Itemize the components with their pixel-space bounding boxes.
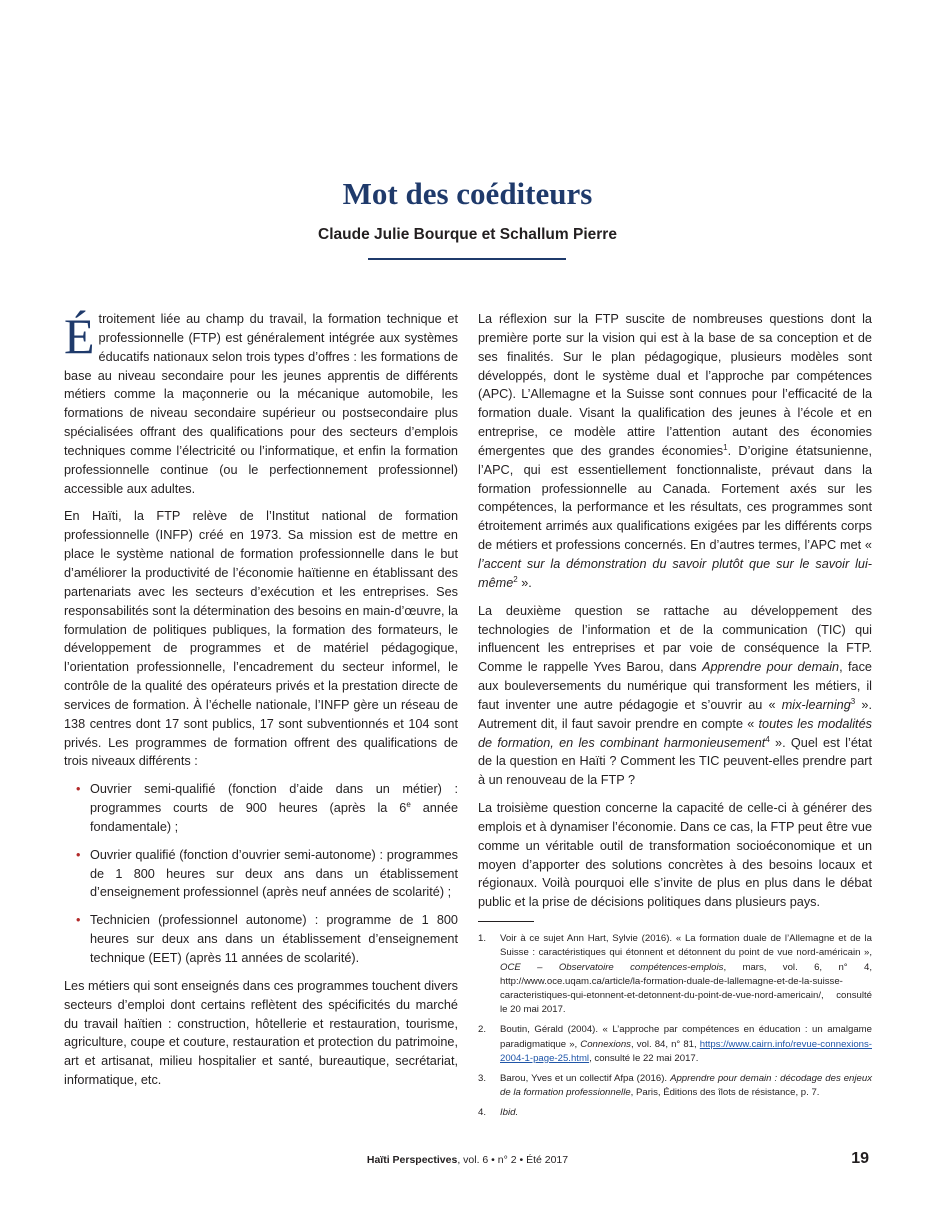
- drop-cap: É: [64, 308, 95, 364]
- term-italic: mix-learning: [781, 697, 851, 712]
- footnote-ref[interactable]: 4: [765, 734, 770, 744]
- book-title-italic: Apprendre pour demain: [702, 660, 840, 675]
- journal-name: Haïti Perspectives: [366, 1154, 458, 1166]
- footnote-divider: [478, 921, 534, 922]
- footnote-ref[interactable]: 3: [850, 696, 856, 706]
- bullet-icon: •: [76, 913, 81, 928]
- left-column: [64, 310, 458, 1099]
- second-question-paragraph: La deuxième question se rattache au développement des technologies de l’information et de la communication (TIC) qui influencent les entreprises et par voie de conséquence la FTP. Comme le rappelle Yves Barou, dans Apprendre pour demain, face aux bouleversements du numérique qui transforment les métiers, il faut inventer une autre pédagogie et s’ouvrir au « mix-learning$^3$ ». Autrement dit, il faut savoir prendre en compte « toutes les modalités de formation, en les combinant harmonieusement$^4$ ». Quel est l’état de la question en Haïti ? Comment les TIC peuvent-elles prendre part à un renouveau de la FTP ?: [478, 603, 872, 788]
- cairn-link[interactable]: https://www.cairn.info/revue-connexions-2004-1-page-25.html: [500, 1038, 872, 1064]
- infp-paragraph: En Haïti, la FTP relève de l’Institut national de formation professionnelle (INFP) créé en 1973. Sa mission est de mettre en place le système national de formation professionnelle dans le but d’améliorer la productivité de l’économie haïtienne en établissant des partenariats avec les secteurs d’exécution et les entreprises. Ses responsabilités sont la détermination des besoins en main-d’œuvre, la formulation de politiques publiques, la formation des formateurs, le développement de programmes et de matériel pédagogique, l’orientation professionnelle, l’encadrement du secteur informel, le contrôle de la qualité des opérateurs privés et la prestation directe de services de formation. À l’échelle nationale, l’INFP gère un réseau de 138 centres dont 17 sont publics, 17 sont subventionnés et 104 sont privés. Les programmes de formation offrent des qualifications de trois niveaux différents :: [64, 509, 458, 769]
- footnotes: [478, 932, 872, 1120]
- title-divider: [368, 258, 566, 260]
- trades-paragraph: Les métiers qui sont enseignés dans ces programmes touchent divers secteurs d’emploi dont certains reflètent des spécificités du marché du travail haïtien : construction, hôtellerie et restauration, tourisme, agriculture, coupe et couture, restauration et protection du patrimoine, art et artisanat, milieu hospitalier et santé, bureautique, secrétariat, informatique, etc.: [64, 978, 458, 1088]
- list-item: • Ouvrier qualifié (fonction d’ouvrier semi-autonome) : programmes de 1 800 heures sur deux ans dans un établissement d’enseignement professionnel (après neuf années de scolarité) ;: [76, 847, 458, 900]
- footnote-ref[interactable]: 2: [513, 574, 518, 584]
- issue-info: , vol. 6 • n° 2 • Été 2017: [457, 1154, 569, 1166]
- bullet-icon: •: [76, 782, 81, 797]
- page-number: 19: [851, 1150, 869, 1167]
- intro-paragraph-text: troitement liée au champ du travail, la formation technique et professionnelle (FTP) est généralement intégrée aux systèmes éducatifs nationaux selon trois types d’offres : les formations de base au niveau secondaire pour les jeunes apprentis de différents métiers comme la maçonnerie ou la mécanique automobile, les formations de niveau secondaire supérieur ou postsecondaire plus spécialisées offrant des qualifications pour des secteurs d’emplois techniques comme l’électricité ou l’informatique, et enfin la formation professionnelle continue (ou le perfectionnement professionnel) accessible aux adultes.: [64, 312, 458, 496]
- right-column: [478, 310, 872, 1127]
- first-question-paragraph: La réflexion sur la FTP suscite de nombreuses questions dont la première porte sur la vision qui est à la base de sa conception et de ses finalités. Sur le plan pédagogique, plusieurs modèles sont développés, dont le système dual et l’approche par compétences (APC). L’Allemagne et la Suisse sont connues pour l’efficacité de la formation duale. Visant la qualification des jeunes à l’école et en entreprise, ce modèle attire l’attention autant des économies émergentes que des grandes économies$^1$. D’origine étatsunienne, l’APC, qui est essentiellement fonctionnaliste, prévaut dans la formation professionnelle au Canada. Fortement axés sur les compétences, la performance et les résultats, ces programmes sont étroitement arrimés aux qualifications exigées par les différents corps de métiers et professions concernés. En d’autres termes, l’APC met « l’accent sur la démonstration du savoir plutôt que sur le savoir lui-même$^2$ ».: [478, 312, 872, 590]
- footnote-ref[interactable]: 1: [723, 442, 728, 452]
- authors-line: Claude Julie Bourque et Schallum Pierre: [318, 226, 617, 243]
- footnote-3: 3. Barou, Yves et un collectif Afpa (2016). Apprendre pour demain : décodage des enjeux de la formation professionnelle, Paris, Éditions des îlots de résistance, p. 7.: [478, 1072, 872, 1099]
- list-item: • Technicien (professionnel autonome) : programme de 1 800 heures sur deux ans dans un établissement d’enseignement technique (EET) (après 11 années de scolarité).: [76, 913, 458, 965]
- bullet-icon: •: [76, 847, 81, 862]
- quote-italic: toutes les modalités de formation, en les combinant harmonieusement: [478, 716, 872, 750]
- page-title: Mot des coéditeurs: [342, 176, 593, 211]
- list-item: • Ouvrier semi-qualifié (fonction d’aide dans un métier) : programmes courts de 900 heures (après la 6e année fondamentale) ;: [76, 782, 459, 834]
- footnote-2: 2. Boutin, Gérald (2004). « L’approche par compétences en éducation : un amalgame paradigmatique », Connexions, vol. 84, n° 81, https://www.cairn.info/revue-connexions-2004-1-page-25.html, consulté le 22 mai 2017.: [478, 1024, 872, 1064]
- qualification-levels-list: [64, 780, 458, 968]
- page-footer: [0, 1153, 935, 1167]
- quote-italic: l’accent sur la démonstration du savoir plutôt que sur le savoir lui-même: [478, 556, 872, 590]
- footnote-4: 4. Ibid.: [478, 1107, 519, 1119]
- superscript: e: [406, 799, 411, 809]
- third-question-paragraph: La troisième question concerne la capacité de celle-ci à générer des emplois et à dynamiser l’économie. Dans ce cas, la FTP peut être vue comme un véritable outil de transformation socioéconomique et un moyen d’apporter des solutions concrètes à des besoins locaux et régionaux. Voilà pourquoi elle s’invite de plus en plus dans le débat public et la prise de décisions politiques dans plusieurs pays.: [478, 801, 872, 910]
- footnote-1: 1. Voir à ce sujet Ann Hart, Sylvie (2016). « La formation duale de l’Allemagne et de la Suisse : caractéristiques qui étonnent et détonnent du point de vue nord-américain », OCE – Observatoire compétences-emplois, mars, vol. 6, n° 4, http://www.oce.uqam.ca/article/la-formation-duale-de-lallemagne-et-de-la-suisse-caracteristiques-qui-etonnent-et-detonnent-du-point-de-vue-nord-americain/, consulté le 20 mai 2017.: [478, 933, 872, 1016]
- intro-paragraph: [64, 310, 458, 498]
